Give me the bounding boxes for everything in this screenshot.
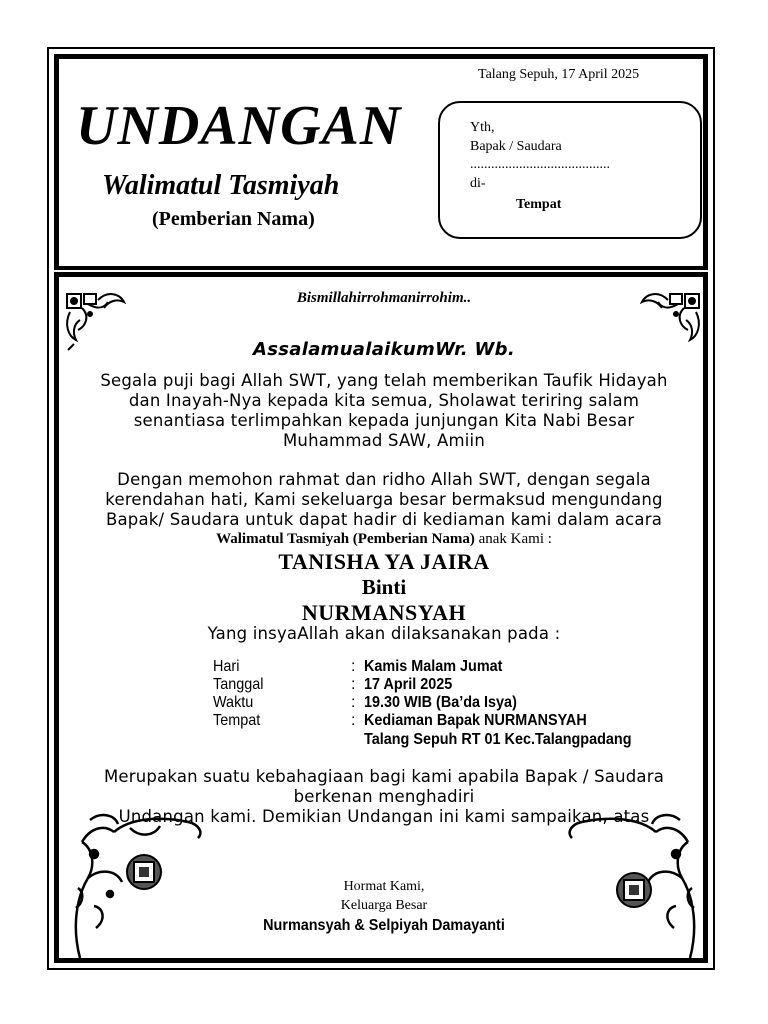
signer-names: Nurmansyah & Selpiyah Damayanti <box>263 917 505 934</box>
detail-colon: : <box>351 694 356 711</box>
detail-colon: : <box>351 658 356 675</box>
invitation-title: UNDANGAN <box>76 95 402 157</box>
paragraph-line: Segala puji bagi Allah SWT, yang telah memberikan Taufik Hidayah <box>100 371 668 390</box>
invitation-paragraph <box>54 470 714 530</box>
event-line-tail: anak Kami : <box>474 531 552 547</box>
address-line-blank: ........................................ <box>470 157 610 172</box>
detail-value-day: Kamis Malam Jumat <box>364 658 503 675</box>
opening-paragraph <box>54 371 714 451</box>
father-name: NURMANSYAH <box>301 600 467 625</box>
paragraph-line: senantiasa terlimpahkan kepada junjungan Kita Nabi Besar <box>133 411 635 430</box>
detail-value-date: 17 April 2025 <box>364 676 453 693</box>
header-divider-gap <box>54 270 708 272</box>
regards-line: Hormat Kami, <box>343 879 425 894</box>
detail-label-day: Hari <box>213 658 240 675</box>
detail-colon: : <box>351 712 356 729</box>
detail-value-place: Kediaman Bapak NURMANSYAH <box>364 712 587 729</box>
date-line: Talang Sepuh, 17 April 2025 <box>478 67 640 82</box>
address-line-place: Tempat <box>516 197 562 212</box>
paragraph-line: Muhammad SAW, Amiin <box>283 431 485 450</box>
event-subtitle-note: (Pemberian Nama) <box>152 208 315 230</box>
paragraph-line: Bapak/ Saudara untuk dapat hadir di kediaman kami dalam acara <box>105 510 663 529</box>
paragraph-line: dan Inayah-Nya kepada kita semua, Sholawat teriring salam <box>128 391 640 410</box>
child-name: TANISHA YA JAIRA <box>278 549 490 574</box>
paragraph-line: Undangan kami. Demikian Undangan ini kami sampaikan, atas <box>118 807 650 826</box>
detail-value-time: 19.30 WIB (Ba’da Isya) <box>364 694 517 711</box>
bismillah: Bismillahirrohmanirrohim.. <box>296 290 472 306</box>
detail-label-date: Tanggal <box>213 676 264 693</box>
event-subtitle: Walimatul Tasmiyah <box>102 170 340 201</box>
detail-label-time: Waktu <box>213 694 254 711</box>
event-name: Walimatul Tasmiyah (Pemberian Nama) <box>216 531 475 547</box>
family-line: Keluarga Besar <box>340 898 428 913</box>
detail-colon: : <box>351 676 356 693</box>
address-line-yth: Yth, <box>470 120 495 135</box>
schedule-intro: Yang insyaAllah akan dilaksanakan pada : <box>207 624 561 643</box>
salam-greeting: AssalamualaikumWr. Wb. <box>253 339 515 360</box>
detail-label-place: Tempat <box>213 712 261 729</box>
paragraph-line: Dengan memohon rahmat dan ridho Allah SWT, dengan segala <box>117 470 651 489</box>
detail-value-address: Talang Sepuh RT 01 Kec.Talangpadang <box>364 731 632 748</box>
address-line-recipient: Bapak / Saudara <box>470 139 562 154</box>
address-line-di: di- <box>470 176 486 191</box>
paragraph-line: berkenan menghadiri <box>293 787 475 806</box>
event-line <box>54 531 714 548</box>
paragraph-line: kerendahan hati, Kami sekeluarga besar bermaksud mengundang <box>105 490 663 509</box>
binti-label: Binti <box>361 575 407 599</box>
paragraph-line: Merupakan suatu kebahagiaan bagi kami apabila Bapak / Saudara <box>103 767 665 786</box>
